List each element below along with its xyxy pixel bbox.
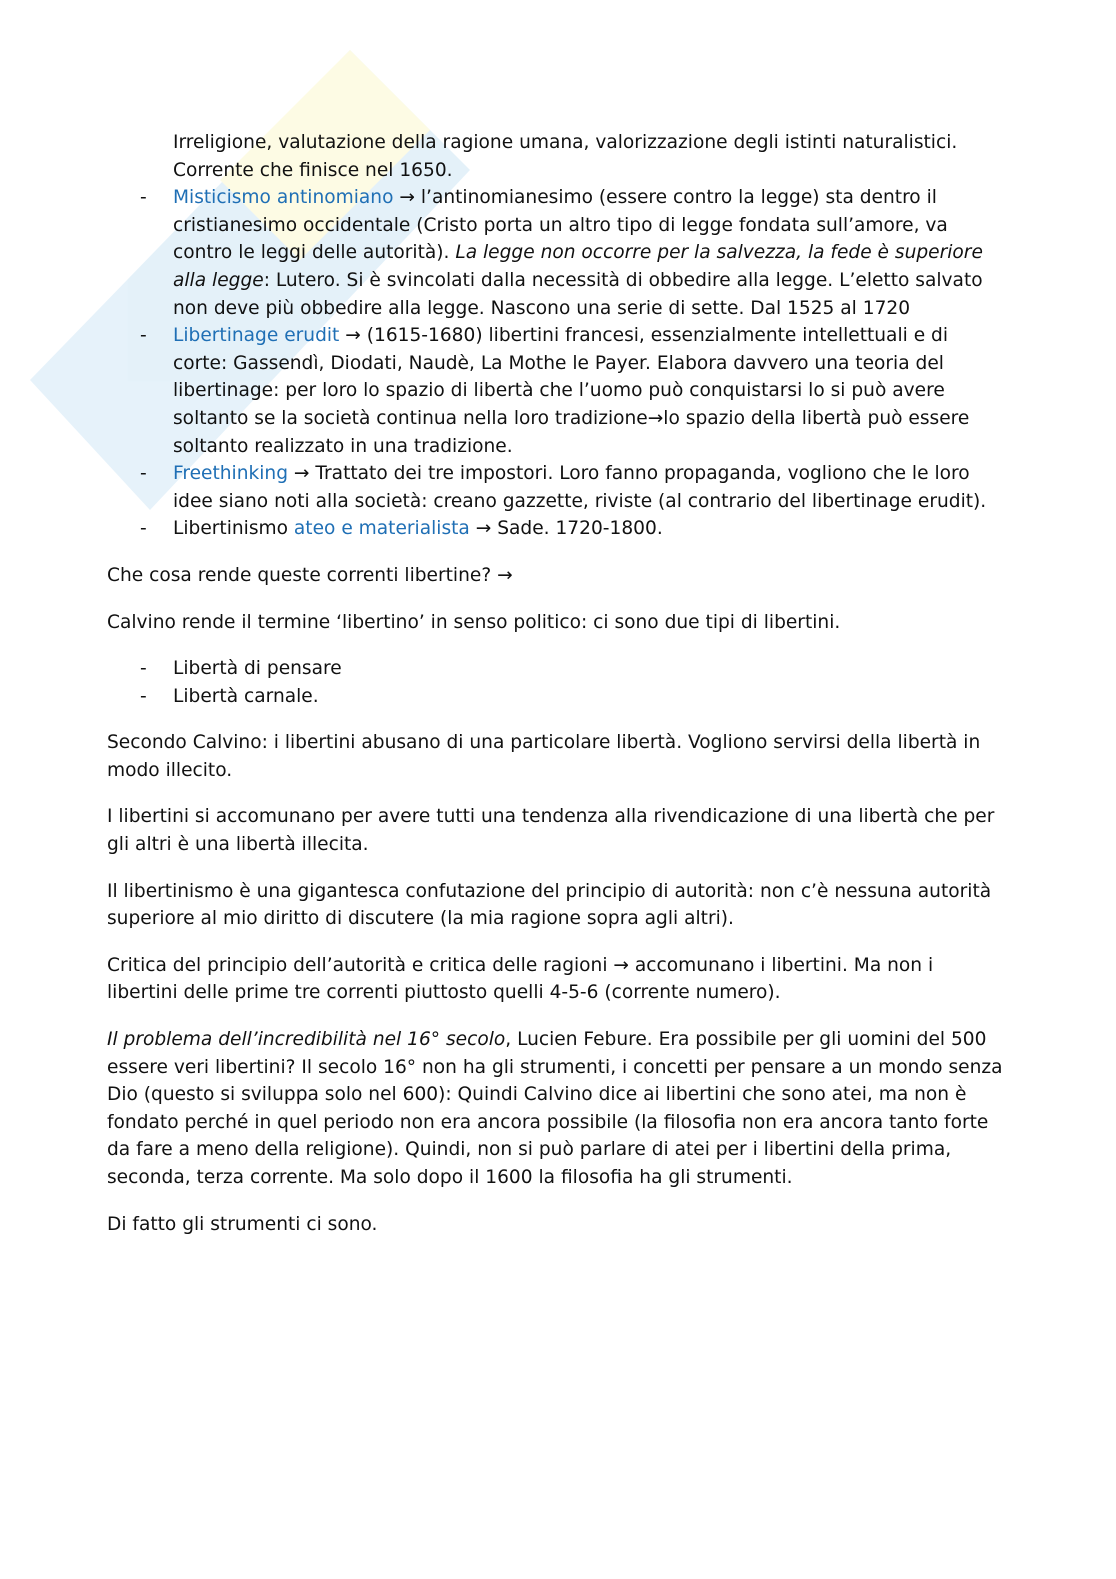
paragraph: [107, 803, 1007, 858]
paragraph: [107, 1026, 1007, 1192]
text-run: Il libertinismo è una gigantesca confutazione del principio di autorità: non c’è nessuna autorità superiore al mio diritto di discutere (la mia ragione sopra agli altri).: [107, 880, 992, 930]
bullet-list: [107, 129, 1007, 543]
text-run: Libertinismo: [173, 518, 294, 540]
text-run: → Trattato dei tre impostori. Loro fanno propaganda, vogliono che le loro idee siano noti alla società: creano gazzette, riviste (al contrario del libertinage erudit).: [173, 463, 987, 512]
dash-bullet: -: [140, 325, 147, 347]
paragraph: [107, 878, 1007, 933]
paragraph: [107, 562, 1007, 590]
text-run: : Lutero. Si è svincolati dalla necessità di obbedire alla legge. L’eletto salvato non deve più obbedire alla legge. Nascono una serie di sette. Dal 1525 al 1720: [173, 269, 983, 319]
text-run: Irreligione, valutazione della ragione umana, valorizzazione degli istinti naturalistici. Corrente che finisce nel 1650.: [173, 132, 958, 181]
text-run: → l’antinomianesimo (essere contro la legge) sta dentro il cristianesimo occidentale (Cristo porta un altro tipo di legge fondata sull’amore, va contro le leggi delle autorità).: [173, 187, 948, 264]
text-run: Calvino rende il termine ‘libertino’ in senso politico: ci sono due tipi di libertini.: [107, 611, 841, 633]
list-item: [107, 184, 1007, 322]
dash-bullet: -: [140, 658, 147, 680]
paragraph: [107, 729, 1007, 784]
paragraph: [107, 952, 1007, 1007]
highlighted-term: Libertinage erudit: [173, 325, 340, 347]
text-run: Che cosa rende queste correnti libertine? →: [107, 564, 513, 586]
text-run: Secondo Calvino: i libertini abusano di una particolare libertà. Vogliono servirsi della libertà in modo illecito.: [107, 732, 981, 781]
text-run: I libertini si accomunano per avere tutti una tendenza alla rivendicazione di una libertà che per gli altri è una libertà illecita.: [107, 806, 995, 856]
text-run: Libertà carnale.: [173, 685, 319, 707]
text-run: Critica del principio dell’autorità e critica delle ragioni → accomunano i libertini. Ma non i libertini delle prime tre correnti piuttosto quelli 4-5-6 (corrente numero).: [107, 954, 934, 1004]
document-body: [107, 129, 1007, 1238]
text-run: → Sade. 1720-1800.: [469, 518, 663, 540]
paragraph: [107, 1211, 1007, 1239]
dash-bullet: -: [140, 463, 147, 485]
bullet-list: [107, 655, 1007, 710]
italic-text: La legge non occorre per la salvezza, la fede è superiore alla legge: [173, 242, 983, 291]
text-run: → (1615-1680) libertini francesi, essenzialmente intellettuali e di corte: Gassendì, Diodati, Naudè, La Mothe le Payer. Elabora davvero una teoria del libertinage: per loro lo spazio di libertà che l’uomo può conquistarsi lo si può avere soltanto se la società continua nella loro tradizione→lo spazio della libertà può essere soltanto realizzato in una tradizione.: [173, 325, 970, 457]
italic-text: Il problema dell’incredibilità nel 16° secolo: [107, 1029, 506, 1051]
text-run: Di fatto gli strumenti ci sono.: [107, 1213, 378, 1235]
list-item: [107, 683, 1007, 711]
list-item: [107, 129, 1007, 184]
highlighted-term: ateo e materialista: [293, 518, 470, 540]
list-item: [107, 655, 1007, 683]
highlighted-term: Freethinking: [173, 463, 289, 485]
list-item: [107, 515, 1007, 543]
list-item: [107, 322, 1007, 460]
highlighted-term: Misticismo antinomiano: [173, 187, 394, 209]
dash-bullet: -: [140, 187, 147, 209]
dash-bullet: -: [140, 518, 147, 540]
text-run: Libertà di pensare: [173, 658, 342, 680]
list-item: [107, 460, 1007, 515]
paragraph: [107, 609, 1007, 637]
text-run: , Lucien Febure. Era possibile per gli uomini del 500 essere veri libertini? Il secolo 16° non ha gli strumenti, i concetti per pensare a un mondo senza Dio (questo si sviluppa solo nel 600): Quindi Calvino dice ai libertini che sono atei, ma non è fondato perché in quel periodo non era ancora possibile (la filosofia non era ancora tanto forte da fare a meno della religione). Quindi, non si può parlare di atei per i libertini della prima, seconda, terza corrente. Ma solo dopo il 1600 la filosofia ha gli strumenti.: [107, 1029, 1003, 1188]
dash-bullet: -: [140, 685, 147, 707]
